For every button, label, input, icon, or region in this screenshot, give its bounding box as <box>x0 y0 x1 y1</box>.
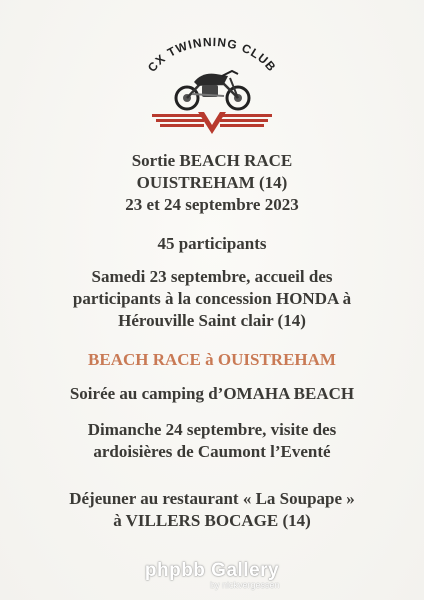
race-highlight <box>0 349 424 371</box>
saturday-block <box>0 266 424 332</box>
sunday-line-2: ardoisières de Caumont l’Eventé <box>93 442 331 461</box>
saturday-line-1: Samedi 23 septembre, accueil des <box>91 267 333 286</box>
lunch-line-2: à VILLERS BOCAGE (14) <box>113 511 311 530</box>
participants-count <box>0 233 424 255</box>
event-title <box>0 150 424 216</box>
participants-text: 45 participants <box>157 234 267 253</box>
lunch-line-1: Déjeuner au restaurant « La Soupape » <box>69 489 355 508</box>
watermark-sub: by nickvergessen <box>210 580 280 590</box>
motorcycle-icon <box>176 71 249 109</box>
race-highlight-text: BEACH RACE à OUISTREHAM <box>88 350 336 369</box>
club-logo <box>132 36 292 136</box>
evening-text: Soirée au camping d’OMAHA BEACH <box>69 384 355 403</box>
event-location-line: OUISTREHAM (14) <box>136 173 288 192</box>
sunday-block <box>0 419 424 463</box>
gallery-watermark <box>0 560 424 590</box>
event-title-line: Sortie BEACH RACE <box>131 151 293 170</box>
sunday-line-1: Dimanche 24 septembre, visite des <box>87 420 337 439</box>
saturday-line-3: Hérouville Saint clair (14) <box>118 311 306 330</box>
evening-block <box>0 383 424 405</box>
logo-stripes <box>152 112 272 134</box>
event-dates-line: 23 et 24 septembre 2023 <box>125 195 299 214</box>
motorcycle-logo-icon <box>132 36 292 136</box>
saturday-line-2: participants à la concession HONDA à <box>72 289 352 308</box>
club-name-arc: CX TWINNING CLUB <box>144 36 280 75</box>
watermark-main: phpbb Gallery <box>144 560 280 581</box>
lunch-block <box>0 488 424 532</box>
